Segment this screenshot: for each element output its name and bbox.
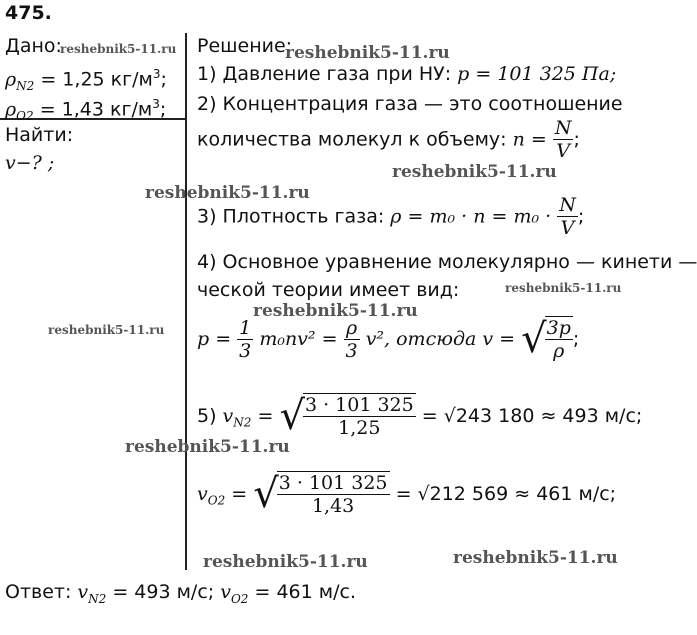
solution-step2-line1: 2) Концентрация газа — это соотношение <box>197 93 623 115</box>
solution-step4-line2: ческой теории имеет вид: <box>197 279 460 301</box>
given-rho-o2: $\rho_{O2} = 1,43$ $кг/м^3$; <box>5 97 167 124</box>
watermark: reshebnik5-11.ru <box>125 437 290 457</box>
answer-line: Ответ: $v_{N2} = 493$ м/с; $v_{O2} = 461$ м/с. <box>5 581 356 606</box>
solution-step5: 5) $v_{N2}$ = √ $\frac{3 \cdot 101 325}{1,25}$ = √243 180 ≈ 493 м/с; <box>197 393 643 439</box>
solution-label: Решение: <box>197 35 293 57</box>
divider-vertical <box>185 33 187 570</box>
watermark: reshebnik5-11.ru <box>145 183 310 203</box>
problem-number: 475. <box>5 2 52 24</box>
find-item: v−? ; <box>5 152 55 174</box>
solution-step4-formula: p = $\frac{1}{3}$ m₀nv² = $\frac{\rho}{3}$ v², отсюда v = √ $\frac{3p}{\rho}$ ; <box>197 316 580 362</box>
given-rho-n2: $\rho_{N2} = 1,25$ $кг/м^3$; <box>5 67 167 94</box>
find-label: Найти: <box>5 124 74 146</box>
solution-step6: $v_{O2}$ = √ $\frac{3 \cdot 101 325}{1,43}$ = √212 569 ≈ 461 м/с; <box>197 471 617 517</box>
solution-step4-line1: 4) Основное уравнение молекулярно — кинети — <box>197 251 697 273</box>
watermark: reshebnik5-11.ru <box>505 281 622 295</box>
watermark: reshebnik5-11.ru <box>48 323 165 337</box>
watermark: reshebnik5-11.ru <box>203 552 368 572</box>
watermark: reshebnik5-11.ru <box>453 548 618 568</box>
solution-step1: 1) Давление газа при НУ: p = 101 325 Па; <box>197 63 617 85</box>
watermark: reshebnik5-11.ru <box>253 301 418 321</box>
watermark: reshebnik5-11.ru <box>60 42 177 56</box>
watermark: reshebnik5-11.ru <box>285 43 450 63</box>
given-label: Дано: <box>5 35 62 57</box>
solution-step3: 3) Плотность газа: ρ = m₀ · n = m₀ · $\frac{N}{V}$ ; <box>197 194 585 239</box>
watermark: reshebnik5-11.ru <box>392 162 557 182</box>
solution-step2-line2: количества молекул к объему: n = $\frac{N}{V}$ ; <box>197 117 580 162</box>
